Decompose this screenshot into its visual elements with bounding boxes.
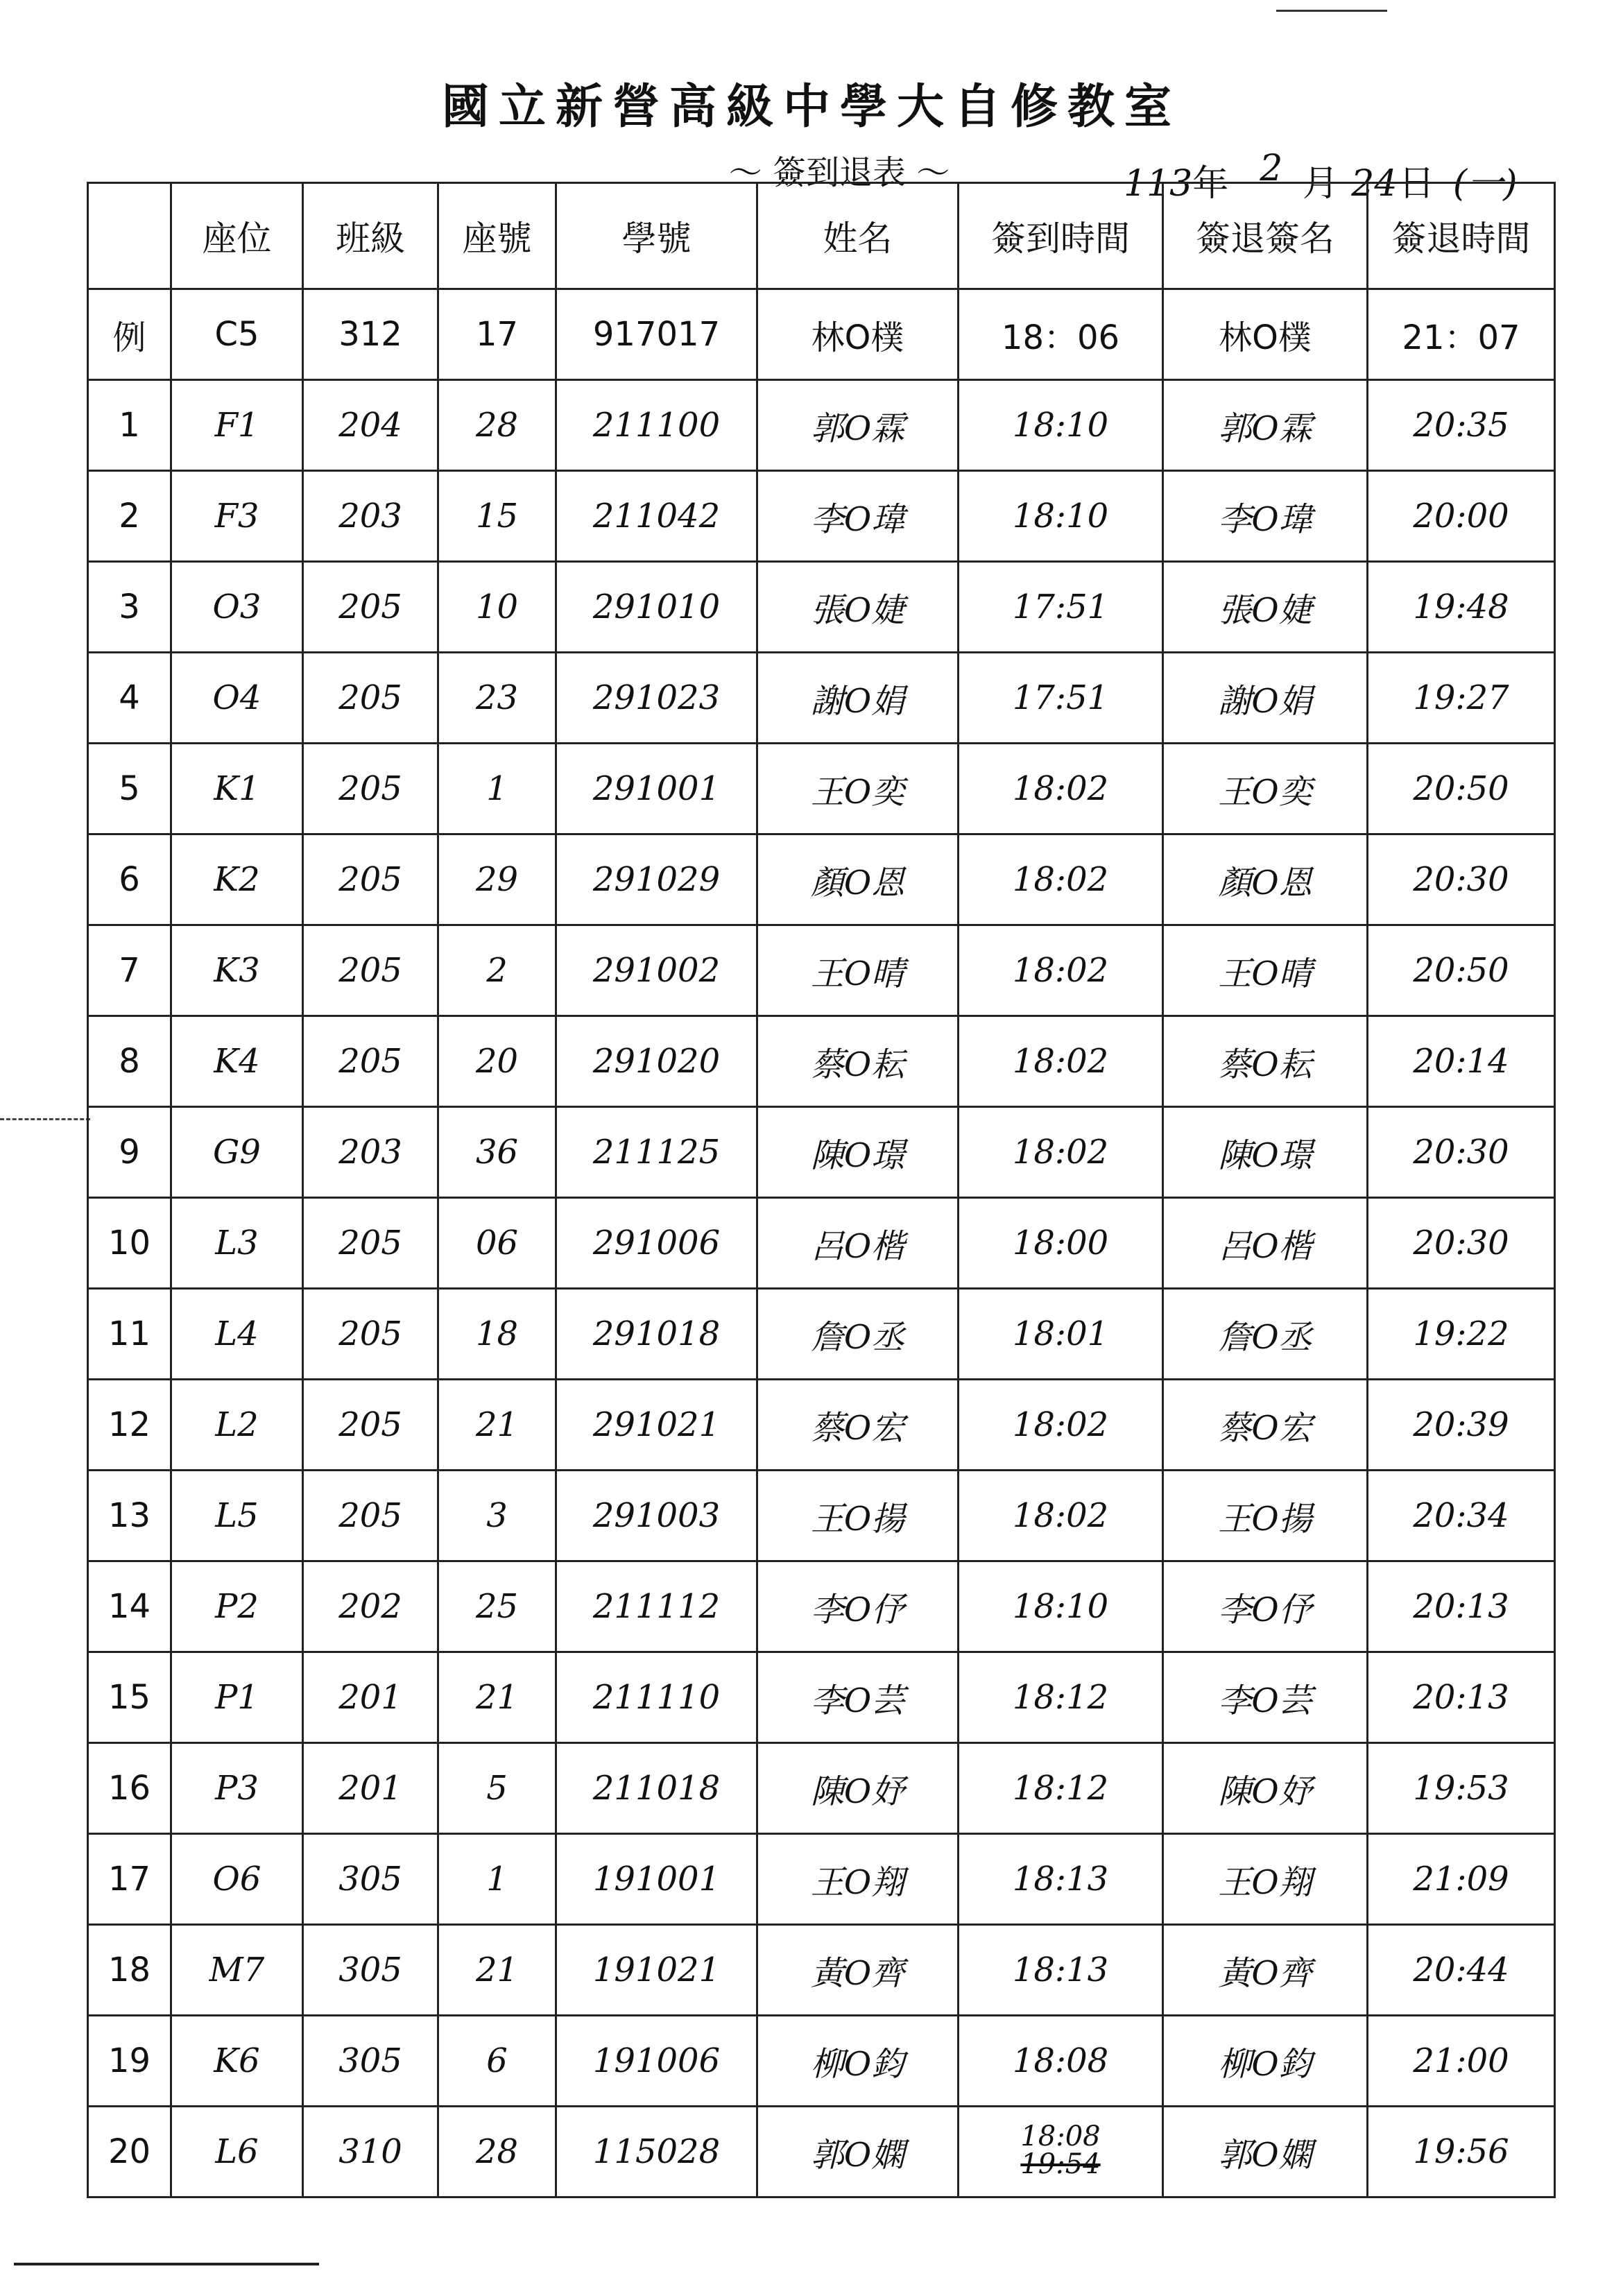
- scan-mark-bottom: [14, 2263, 319, 2265]
- checkin-time: 18:02: [959, 925, 1163, 1016]
- checkin-time: 18:01: [959, 1289, 1163, 1380]
- name-signature: 蔡O宏: [757, 1380, 959, 1471]
- row-index: 2: [88, 471, 171, 562]
- column-header: 座號: [438, 183, 556, 289]
- class-cell: 305: [303, 2016, 438, 2107]
- seat-cell: O6: [171, 1834, 303, 1925]
- seat-cell: F3: [171, 471, 303, 562]
- checkout-signature: 顏O恩: [1163, 834, 1368, 925]
- name-signature: 李O瑋: [757, 471, 959, 562]
- row-index: 9: [88, 1107, 171, 1198]
- seat-cell: F1: [171, 380, 303, 471]
- date-month: 2: [1260, 148, 1283, 189]
- table-row: [88, 1561, 1555, 1652]
- class-cell: 201: [303, 1743, 438, 1834]
- checkin-time: 18:00: [959, 1198, 1163, 1289]
- table-row: [88, 1380, 1555, 1471]
- checkin-time: 18:02: [959, 1471, 1163, 1561]
- table-row: [88, 1289, 1555, 1380]
- table-row: [88, 471, 1555, 562]
- checkout-signature: 陳O璟: [1163, 1107, 1368, 1198]
- row-index: 3: [88, 562, 171, 653]
- table-row: [88, 925, 1555, 1016]
- checkin-time: 18:12: [959, 1743, 1163, 1834]
- checkin-time: 18:10: [959, 471, 1163, 562]
- student-id-cell: 211018: [556, 1743, 757, 1834]
- seat-number-cell: 28: [438, 2107, 556, 2198]
- checkout-signature: 王O揚: [1163, 1471, 1368, 1561]
- table-header-row: [88, 183, 1555, 289]
- student-id-cell: 211125: [556, 1107, 757, 1198]
- table-row: [88, 1016, 1555, 1107]
- checkout-time: 21:00: [1368, 2016, 1555, 2107]
- table-row: [88, 1652, 1555, 1743]
- date-day: 24: [1351, 163, 1398, 205]
- name-signature: 顏O恩: [757, 834, 959, 925]
- name-signature: 蔡O耘: [757, 1016, 959, 1107]
- page-subtitle: ～ 簽到退表 ～: [728, 153, 950, 192]
- student-id-cell: 191006: [556, 2016, 757, 2107]
- column-header: 班級: [303, 183, 438, 289]
- table-row: [88, 1107, 1555, 1198]
- table-row: [88, 1834, 1555, 1925]
- student-id-cell: 291021: [556, 1380, 757, 1471]
- row-index: 8: [88, 1016, 171, 1107]
- seat-cell: O3: [171, 562, 303, 653]
- checkout-signature: 黃O齊: [1163, 1925, 1368, 2016]
- seat-number-cell: 1: [438, 1834, 556, 1925]
- checkin-time: 18:12: [959, 1652, 1163, 1743]
- table-row: [88, 744, 1555, 834]
- checkin-time: [959, 2107, 1163, 2198]
- class-cell: 205: [303, 1471, 438, 1561]
- checkin-time: 17:51: [959, 653, 1163, 744]
- checkout-signature: 蔡O宏: [1163, 1380, 1368, 1471]
- date-year-unit: 年: [1192, 163, 1229, 205]
- checkin-time: 18:02: [959, 1016, 1163, 1107]
- row-index: 7: [88, 925, 171, 1016]
- seat-number-cell: 21: [438, 1652, 556, 1743]
- checkout-time: 19:53: [1368, 1743, 1555, 1834]
- row-index: 13: [88, 1471, 171, 1561]
- seat-cell: L4: [171, 1289, 303, 1380]
- seat-number-cell: 3: [438, 1471, 556, 1561]
- seat-number-cell: 10: [438, 562, 556, 653]
- checkout-signature: 蔡O耘: [1163, 1016, 1368, 1107]
- checkout-time: 19:56: [1368, 2107, 1555, 2198]
- example-checkin: 18：06: [959, 289, 1163, 380]
- student-id-cell: 291018: [556, 1289, 757, 1380]
- seat-cell: O4: [171, 653, 303, 744]
- checkout-time: 19:27: [1368, 653, 1555, 744]
- seat-cell: L3: [171, 1198, 303, 1289]
- student-id-cell: 115028: [556, 2107, 757, 2198]
- example-row: [88, 289, 1555, 380]
- name-signature: 呂O楷: [757, 1198, 959, 1289]
- checkin-time: 18:02: [959, 1107, 1163, 1198]
- date-weekday: (一): [1452, 163, 1518, 205]
- date-day-unit: 日: [1398, 163, 1435, 205]
- class-cell: 205: [303, 1289, 438, 1380]
- column-header: 簽退簽名: [1163, 183, 1368, 289]
- example-class: 312: [303, 289, 438, 380]
- sign-in-table: [87, 182, 1556, 2198]
- checkout-signature: 李O瑋: [1163, 471, 1368, 562]
- student-id-cell: 291020: [556, 1016, 757, 1107]
- seat-number-cell: 5: [438, 1743, 556, 1834]
- class-cell: 205: [303, 925, 438, 1016]
- table-row: [88, 2016, 1555, 2107]
- name-signature: 陳O璟: [757, 1107, 959, 1198]
- name-signature: 王O奕: [757, 744, 959, 834]
- student-id-cell: 191021: [556, 1925, 757, 2016]
- student-id-cell: 291002: [556, 925, 757, 1016]
- seat-cell: K3: [171, 925, 303, 1016]
- student-id-cell: 211110: [556, 1652, 757, 1743]
- seat-number-cell: 29: [438, 834, 556, 925]
- class-cell: 305: [303, 1834, 438, 1925]
- class-cell: 201: [303, 1652, 438, 1743]
- seat-number-cell: 25: [438, 1561, 556, 1652]
- seat-cell: L6: [171, 2107, 303, 2198]
- row-index: 12: [88, 1380, 171, 1471]
- seat-cell: K2: [171, 834, 303, 925]
- student-id-cell: 291029: [556, 834, 757, 925]
- table-row: [88, 380, 1555, 471]
- checkout-signature: 李O伃: [1163, 1561, 1368, 1652]
- student-id-cell: 211100: [556, 380, 757, 471]
- seat-cell: M7: [171, 1925, 303, 2016]
- checkout-time: 20:30: [1368, 1198, 1555, 1289]
- class-cell: 310: [303, 2107, 438, 2198]
- class-cell: 205: [303, 834, 438, 925]
- seat-number-cell: 28: [438, 380, 556, 471]
- seat-number-cell: 1: [438, 744, 556, 834]
- row-index: 5: [88, 744, 171, 834]
- student-id-cell: 291023: [556, 653, 757, 744]
- checkout-time: 20:39: [1368, 1380, 1555, 1471]
- student-id-cell: 291001: [556, 744, 757, 834]
- seat-cell: P3: [171, 1743, 303, 1834]
- checkin-time: 18:02: [959, 744, 1163, 834]
- table-row: [88, 562, 1555, 653]
- checkout-time: 20:14: [1368, 1016, 1555, 1107]
- checkout-time: 20:00: [1368, 471, 1555, 562]
- checkout-signature: 郭O嫻: [1163, 2107, 1368, 2198]
- seat-number-cell: 20: [438, 1016, 556, 1107]
- class-cell: 205: [303, 653, 438, 744]
- checkout-time: 20:50: [1368, 744, 1555, 834]
- seat-cell: P2: [171, 1561, 303, 1652]
- table-row: [88, 1743, 1555, 1834]
- scan-dash-line: [0, 1118, 90, 1120]
- seat-number-cell: 18: [438, 1289, 556, 1380]
- seat-cell: K1: [171, 744, 303, 834]
- checkout-signature: 王O奕: [1163, 744, 1368, 834]
- example-checkout: 21：07: [1368, 289, 1555, 380]
- name-signature: 王O揚: [757, 1471, 959, 1561]
- checkout-signature: 王O翔: [1163, 1834, 1368, 1925]
- checkout-time: 20:50: [1368, 925, 1555, 1016]
- checkout-time: 19:48: [1368, 562, 1555, 653]
- row-index: 14: [88, 1561, 171, 1652]
- checkout-time: 20:13: [1368, 1652, 1555, 1743]
- example-seat: C5: [171, 289, 303, 380]
- checkout-signature: 呂O楷: [1163, 1198, 1368, 1289]
- seat-number-cell: 2: [438, 925, 556, 1016]
- checkout-time: 20:30: [1368, 1107, 1555, 1198]
- row-index: 1: [88, 380, 171, 471]
- checkin-time: 18:10: [959, 380, 1163, 471]
- class-cell: 205: [303, 1016, 438, 1107]
- class-cell: 205: [303, 744, 438, 834]
- example-checkout-sign: 林O樸: [1163, 289, 1368, 380]
- seat-cell: P1: [171, 1652, 303, 1743]
- table-row: [88, 1471, 1555, 1561]
- checkout-time: 20:44: [1368, 1925, 1555, 2016]
- checkout-signature: 陳O妤: [1163, 1743, 1368, 1834]
- row-index: 20: [88, 2107, 171, 2198]
- column-header: 座位: [171, 183, 303, 289]
- checkout-signature: 謝O娟: [1163, 653, 1368, 744]
- date-month-unit: 月: [1302, 163, 1339, 205]
- seat-cell: L5: [171, 1471, 303, 1561]
- name-signature: 詹O丞: [757, 1289, 959, 1380]
- checkin-time: 18:08: [959, 2016, 1163, 2107]
- example-student-id: 917017: [556, 289, 757, 380]
- seat-number-cell: 06: [438, 1198, 556, 1289]
- column-header: 簽到時間: [959, 183, 1163, 289]
- page-title: 國立新營高級中學大自修教室: [441, 79, 1181, 135]
- row-index: 16: [88, 1743, 171, 1834]
- checkout-signature: 李O芸: [1163, 1652, 1368, 1743]
- name-signature: 陳O妤: [757, 1743, 959, 1834]
- checkin-time: 17:51: [959, 562, 1163, 653]
- seat-number-cell: 36: [438, 1107, 556, 1198]
- checkin-time-corrected: [1020, 2120, 1101, 2180]
- name-signature: 柳O鈞: [757, 2016, 959, 2107]
- class-cell: 305: [303, 1925, 438, 2016]
- seat-cell: G9: [171, 1107, 303, 1198]
- date-year: 113: [1124, 163, 1193, 205]
- checkout-time: 21:09: [1368, 1834, 1555, 1925]
- checkout-signature: 郭O霖: [1163, 380, 1368, 471]
- name-signature: 李O芸: [757, 1652, 959, 1743]
- checkin-time: 18:10: [959, 1561, 1163, 1652]
- class-cell: 203: [303, 1107, 438, 1198]
- class-cell: 203: [303, 471, 438, 562]
- row-index: 11: [88, 1289, 171, 1380]
- row-index: 10: [88, 1198, 171, 1289]
- table-row: [88, 1198, 1555, 1289]
- checkin-time: 18:13: [959, 1925, 1163, 2016]
- row-index: 17: [88, 1834, 171, 1925]
- row-index: 15: [88, 1652, 171, 1743]
- name-signature: 黃O齊: [757, 1925, 959, 2016]
- checkout-time: 20:13: [1368, 1561, 1555, 1652]
- student-id-cell: 291006: [556, 1198, 757, 1289]
- seat-number-cell: 15: [438, 471, 556, 562]
- student-id-cell: 211112: [556, 1561, 757, 1652]
- checkin-time-value: 18:08: [1020, 2120, 1101, 2152]
- checkout-signature: 柳O鈞: [1163, 2016, 1368, 2107]
- seat-number-cell: 21: [438, 1380, 556, 1471]
- student-id-cell: 291003: [556, 1471, 757, 1561]
- name-signature: 郭O嫻: [757, 2107, 959, 2198]
- class-cell: 204: [303, 380, 438, 471]
- class-cell: 202: [303, 1561, 438, 1652]
- table-row: [88, 1925, 1555, 2016]
- checkout-signature: 王O晴: [1163, 925, 1368, 1016]
- name-signature: 王O翔: [757, 1834, 959, 1925]
- example-index: 例: [88, 289, 171, 380]
- seat-cell: K6: [171, 2016, 303, 2107]
- checkin-time: 18:02: [959, 1380, 1163, 1471]
- seat-cell: L2: [171, 1380, 303, 1471]
- name-signature: 張O婕: [757, 562, 959, 653]
- checkin-time-struck: 19:54: [1020, 2148, 1101, 2180]
- checkin-time: 18:13: [959, 1834, 1163, 1925]
- checkout-time: 20:34: [1368, 1471, 1555, 1561]
- seat-number-cell: 21: [438, 1925, 556, 2016]
- student-id-cell: 211042: [556, 471, 757, 562]
- student-id-cell: 191001: [556, 1834, 757, 1925]
- checkout-signature: 詹O丞: [1163, 1289, 1368, 1380]
- checkout-time: 20:30: [1368, 834, 1555, 925]
- checkout-time: 20:35: [1368, 380, 1555, 471]
- checkout-signature: 張O婕: [1163, 562, 1368, 653]
- name-signature: 郭O霖: [757, 380, 959, 471]
- example-name: 林O樸: [757, 289, 959, 380]
- seat-number-cell: 23: [438, 653, 556, 744]
- class-cell: 205: [303, 1380, 438, 1471]
- name-signature: 謝O娟: [757, 653, 959, 744]
- class-cell: 205: [303, 562, 438, 653]
- table-row: [88, 653, 1555, 744]
- row-index: 4: [88, 653, 171, 744]
- checkout-time: 19:22: [1368, 1289, 1555, 1380]
- name-signature: 李O伃: [757, 1561, 959, 1652]
- header-corner: [88, 183, 171, 289]
- column-header: 學號: [556, 183, 757, 289]
- name-signature: 王O晴: [757, 925, 959, 1016]
- column-header: 姓名: [757, 183, 959, 289]
- checkin-time: 18:02: [959, 834, 1163, 925]
- row-index: 6: [88, 834, 171, 925]
- scan-mark-top: [1276, 10, 1387, 12]
- column-header: 簽退時間: [1368, 183, 1555, 289]
- example-number: 17: [438, 289, 556, 380]
- seat-cell: K4: [171, 1016, 303, 1107]
- row-index: 18: [88, 1925, 171, 2016]
- table-row: [88, 834, 1555, 925]
- class-cell: 205: [303, 1198, 438, 1289]
- row-index: 19: [88, 2016, 171, 2107]
- student-id-cell: 291010: [556, 562, 757, 653]
- seat-number-cell: 6: [438, 2016, 556, 2107]
- table-row: [88, 2107, 1555, 2198]
